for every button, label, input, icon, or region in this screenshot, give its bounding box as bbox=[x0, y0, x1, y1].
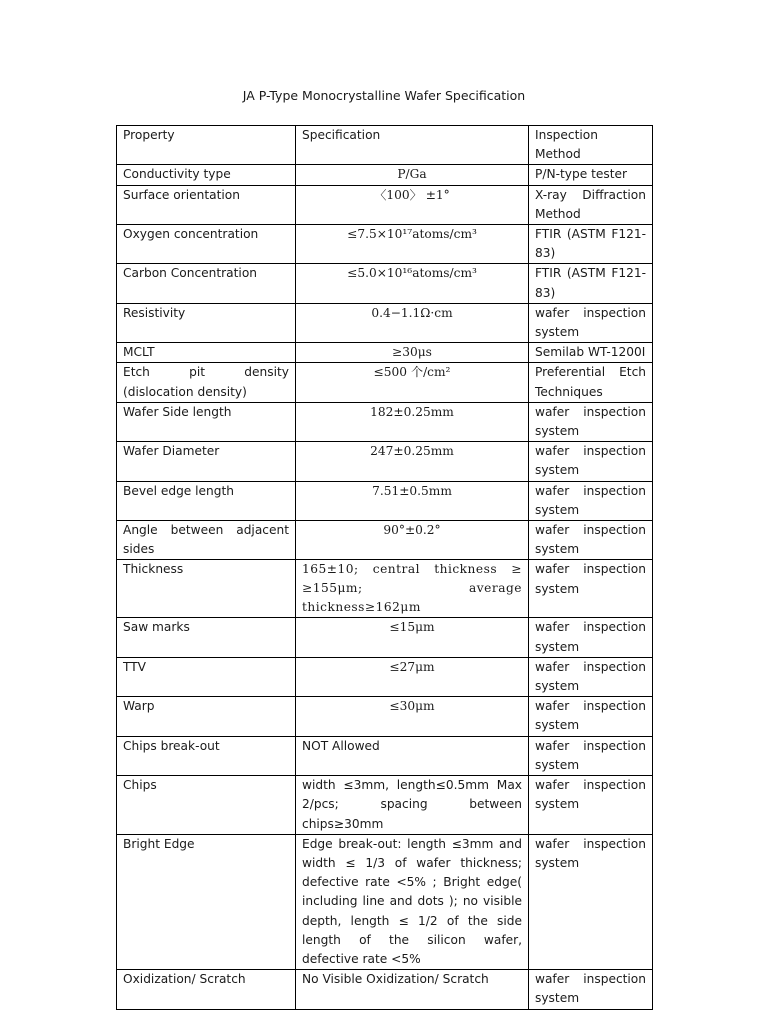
table-row bbox=[117, 618, 653, 657]
property-cell: Angle between adjacent sides bbox=[117, 521, 296, 560]
table-row bbox=[117, 776, 653, 835]
table-row bbox=[117, 697, 653, 736]
header-inspection-method: Inspection Method bbox=[529, 126, 653, 165]
property-cell: Warp bbox=[117, 697, 296, 736]
header-property: Property bbox=[117, 126, 296, 165]
specification-table bbox=[116, 125, 653, 1010]
method-cell: wafer inspection system bbox=[529, 618, 653, 657]
property-cell: Oxygen concentration bbox=[117, 225, 296, 264]
table-row bbox=[117, 264, 653, 303]
table-row bbox=[117, 657, 653, 696]
spec-cell: ≤27μm bbox=[296, 657, 529, 696]
table-row bbox=[117, 402, 653, 441]
spec-cell: NOT Allowed bbox=[296, 736, 529, 775]
spec-cell: width ≤3mm, length≤0.5mm Max 2/pcs; spacing between chips≥30mm bbox=[296, 776, 529, 835]
table-row bbox=[117, 970, 653, 1009]
method-cell: wafer inspection system bbox=[529, 776, 653, 835]
method-cell: wafer inspection system bbox=[529, 970, 653, 1009]
spec-cell: ≤7.5×10¹⁷atoms/cm³ bbox=[296, 225, 529, 264]
method-cell: P/N-type tester bbox=[529, 165, 653, 185]
property-cell: MCLT bbox=[117, 343, 296, 363]
spec-cell: Edge break-out: length ≤3mm and width ≤ 1/3 of wafer thickness; defective rate <5% ; Bright edge( including line and dots ); no visible depth, length ≤ 1/2 of the side length of the silicon wafer, defective rate <5% bbox=[296, 834, 529, 969]
spec-cell: 182±0.25mm bbox=[296, 402, 529, 441]
spec-cell: 165±10; central thickness ≥ ≥155μm; average thickness≥162μm bbox=[296, 560, 529, 618]
method-cell: Semilab WT-1200I bbox=[529, 343, 653, 363]
property-cell: Carbon Concentration bbox=[117, 264, 296, 303]
property-cell: Conductivity type bbox=[117, 165, 296, 185]
method-cell: FTIR (ASTM F121-83) bbox=[529, 225, 653, 264]
property-cell: Chips bbox=[117, 776, 296, 835]
spec-cell: 7.51±0.5mm bbox=[296, 481, 529, 520]
spec-cell: 0.4−1.1Ω·cm bbox=[296, 303, 529, 342]
table-header-row bbox=[117, 126, 653, 165]
property-cell: Thickness bbox=[117, 560, 296, 618]
method-cell: X-ray Diffraction Method bbox=[529, 185, 653, 224]
spec-cell: ≥30μs bbox=[296, 343, 529, 363]
spec-cell: ≤15μm bbox=[296, 618, 529, 657]
table-row bbox=[117, 225, 653, 264]
table-row bbox=[117, 363, 653, 402]
property-cell: Surface orientation bbox=[117, 185, 296, 224]
property-cell: Saw marks bbox=[117, 618, 296, 657]
document-title: JA P-Type Monocrystalline Wafer Specification bbox=[242, 88, 526, 103]
table-row bbox=[117, 185, 653, 224]
method-cell: wafer inspection system bbox=[529, 481, 653, 520]
table-row bbox=[117, 442, 653, 481]
spec-cell: ≤500 个/cm² bbox=[296, 363, 529, 402]
method-cell: wafer inspection system bbox=[529, 834, 653, 969]
spec-cell: P/Ga bbox=[296, 165, 529, 185]
property-cell: Bright Edge bbox=[117, 834, 296, 969]
spec-cell: 90°±0.2° bbox=[296, 521, 529, 560]
property-cell: Oxidization/ Scratch bbox=[117, 970, 296, 1009]
property-cell: Etch pit density (dislocation density) bbox=[117, 363, 296, 402]
spec-cell: ≤5.0×10¹⁶atoms/cm³ bbox=[296, 264, 529, 303]
method-cell: wafer inspection system bbox=[529, 521, 653, 560]
table-row bbox=[117, 521, 653, 560]
method-cell: wafer inspection system bbox=[529, 402, 653, 441]
header-specification: Specification bbox=[296, 126, 529, 165]
table-row bbox=[117, 736, 653, 775]
table-row bbox=[117, 165, 653, 185]
table-row bbox=[117, 560, 653, 618]
method-cell: wafer inspection system bbox=[529, 303, 653, 342]
method-cell: wafer inspection system bbox=[529, 736, 653, 775]
property-cell: Chips break-out bbox=[117, 736, 296, 775]
property-cell: TTV bbox=[117, 657, 296, 696]
method-cell: Preferential Etch Techniques bbox=[529, 363, 653, 402]
spec-cell: 247±0.25mm bbox=[296, 442, 529, 481]
spec-cell: No Visible Oxidization/ Scratch bbox=[296, 970, 529, 1009]
method-cell: wafer inspection system bbox=[529, 657, 653, 696]
property-cell: Resistivity bbox=[117, 303, 296, 342]
method-cell: FTIR (ASTM F121-83) bbox=[529, 264, 653, 303]
table-row bbox=[117, 834, 653, 969]
table-row bbox=[117, 481, 653, 520]
property-cell: Wafer Side length bbox=[117, 402, 296, 441]
method-cell: wafer inspection system bbox=[529, 442, 653, 481]
property-cell: Bevel edge length bbox=[117, 481, 296, 520]
spec-cell: 〈100〉 ±1° bbox=[296, 185, 529, 224]
table-row bbox=[117, 343, 653, 363]
table-row bbox=[117, 303, 653, 342]
method-cell: wafer inspection system bbox=[529, 697, 653, 736]
spec-cell: ≤30μm bbox=[296, 697, 529, 736]
method-cell: wafer inspection system bbox=[529, 560, 653, 618]
property-cell: Wafer Diameter bbox=[117, 442, 296, 481]
